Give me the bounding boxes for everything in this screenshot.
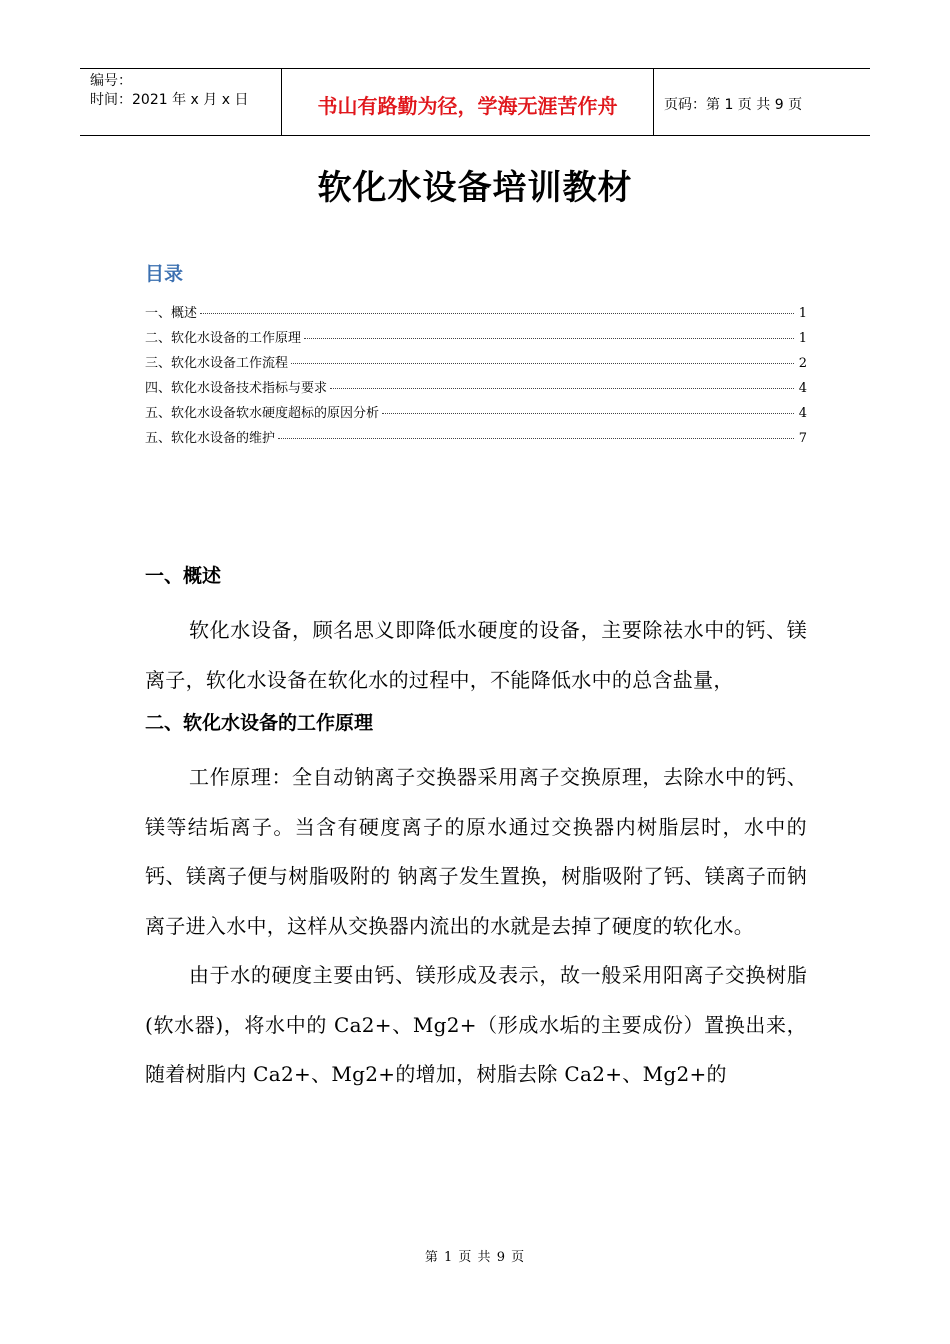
header-meta-cell — [80, 69, 281, 135]
paragraph: 软化水设备，顾名思义即降低水硬度的设备，主要除祛水中的钙、镁离子，软化水设备在软化水的过程中，不能降低水中的总含盐量， — [145, 618, 807, 692]
toc-item-label: 二、软化水设备的工作原理 — [145, 331, 302, 346]
toc-leader-dots — [278, 438, 794, 439]
toc-item-label: 五、软化水设备的维护 — [145, 431, 276, 446]
toc-item-page: 4 — [798, 381, 807, 396]
header-page-info: 页码：第 1 页 共 9 页 — [664, 97, 803, 113]
toc-item-page: 7 — [798, 431, 807, 446]
toc-item-page: 4 — [798, 406, 807, 421]
toc-item-page: 1 — [798, 331, 807, 346]
toc-item-label: 一、概述 — [145, 306, 198, 321]
toc-item-page: 1 — [798, 306, 807, 321]
document-title: 软化水设备培训教材 — [317, 168, 633, 208]
paragraph: 由于水的硬度主要由钙、镁形成及表示，故一般采用阳离子交换树脂(软水器)，将水中的 Ca2+、Mg2+（形成水垢的主要成份）置换出来，随着树脂内 Ca2+、Mg2+的增加，树脂去除 Ca2+、Mg2+的 — [145, 963, 807, 1086]
toc-item-label: 三、软化水设备工作流程 — [145, 356, 289, 371]
toc-item-label: 四、软化水设备技术指标与要求 — [145, 381, 328, 396]
toc-leader-dots — [330, 388, 794, 389]
toc-heading: 目录 — [145, 263, 184, 285]
document-time-label: 时间：2021 年 x 月 x 日 — [90, 92, 249, 108]
section-heading-overview: 一、概述 — [145, 565, 222, 587]
page-footer: 第 1 页 共 9 页 — [424, 1250, 526, 1265]
document-body — [145, 558, 807, 1100]
header-table — [80, 68, 870, 136]
toc-item-working-principle[interactable] — [145, 327, 807, 352]
paragraph: 工作原理：全自动钠离子交换器采用离子交换原理，去除水中的钙、镁等结垢离子。当含有硬度离子的原水通过交换器内树脂层时，水中的钙、镁离子便与树脂吸附的 钠离子发生置换，树脂吸附了钙、镁离子而钠离子进入水中，这样从交换器内流出的水就是去掉了硬度的软化水。 — [145, 765, 807, 938]
document-number-label: 编号： — [90, 73, 132, 89]
section-heading-working-principle: 二、软化水设备的工作原理 — [145, 712, 374, 734]
toc-leader-dots — [382, 413, 794, 414]
toc-item-page: 2 — [798, 356, 807, 371]
header-motto: 书山有路勤为径，学海无涯苦作舟 — [281, 69, 654, 135]
toc-leader-dots — [304, 338, 794, 339]
toc-leader-dots — [200, 313, 794, 314]
table-of-contents — [145, 302, 807, 452]
toc-item-technical-specs[interactable] — [145, 377, 807, 402]
toc-leader-dots — [291, 363, 794, 364]
toc-item-overview[interactable] — [145, 302, 807, 327]
toc-item-maintenance[interactable] — [145, 427, 807, 452]
toc-item-label: 五、软化水设备软水硬度超标的原因分析 — [145, 406, 380, 421]
toc-item-workflow[interactable] — [145, 352, 807, 377]
toc-item-hardness-analysis[interactable] — [145, 402, 807, 427]
